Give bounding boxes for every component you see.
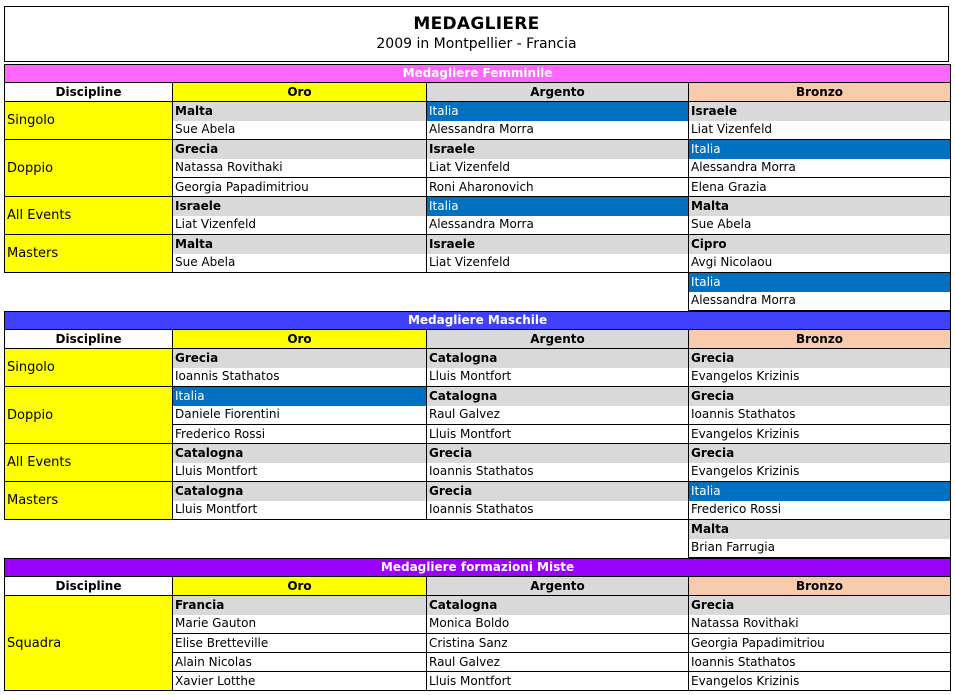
athlete-name: Sue Abela bbox=[173, 121, 427, 140]
athlete-name: Cristina Sanz bbox=[427, 634, 689, 653]
header bbox=[4, 6, 949, 62]
table-row bbox=[5, 539, 951, 558]
country-cell: Italia bbox=[689, 273, 951, 292]
country-cell: Italia bbox=[173, 387, 427, 406]
athlete-name: Alessandra Morra bbox=[689, 159, 951, 178]
table-row bbox=[5, 292, 951, 311]
athlete-name: Natassa Rovithaki bbox=[173, 159, 427, 178]
table-row bbox=[5, 520, 951, 539]
column-header: Discipline bbox=[5, 577, 173, 596]
athlete-name: Liat Vizenfeld bbox=[427, 159, 689, 178]
section-title: Medagliere formazioni Miste bbox=[5, 559, 951, 577]
athlete-name: Frederico Rossi bbox=[173, 425, 427, 444]
column-header: Argento bbox=[427, 83, 689, 102]
table-row bbox=[5, 235, 951, 254]
athlete-name: Frederico Rossi bbox=[689, 501, 951, 520]
athlete-name: Lluis Montfort bbox=[427, 672, 689, 691]
athlete-name: Sue Abela bbox=[689, 216, 951, 235]
country-cell: Grecia bbox=[173, 140, 427, 159]
table-row bbox=[5, 387, 951, 406]
athlete-name: Marie Gauton bbox=[173, 615, 427, 634]
discipline-label: Masters bbox=[5, 482, 173, 520]
discipline-label: Singolo bbox=[5, 349, 173, 387]
athlete-name: Raul Galvez bbox=[427, 653, 689, 672]
discipline-label: All Events bbox=[5, 197, 173, 235]
column-header: Bronzo bbox=[689, 577, 951, 596]
athlete-name: Ioannis Stathatos bbox=[689, 653, 951, 672]
empty-cell bbox=[173, 273, 427, 292]
table-row bbox=[5, 273, 951, 292]
page-title: MEDAGLIERE bbox=[413, 14, 540, 34]
empty-cell bbox=[5, 520, 173, 539]
athlete-name: Sue Abela bbox=[173, 254, 427, 273]
empty-cell bbox=[173, 520, 427, 539]
page-subtitle: 2009 in Montpellier - Francia bbox=[376, 36, 577, 52]
athlete-name: Natassa Rovithaki bbox=[689, 615, 951, 634]
athlete-name: Alain Nicolas bbox=[173, 653, 427, 672]
athlete-name: Daniele Fiorentini bbox=[173, 406, 427, 425]
country-cell: Cipro bbox=[689, 235, 951, 254]
table-row bbox=[5, 596, 951, 615]
country-cell: Malta bbox=[173, 235, 427, 254]
country-cell: Malta bbox=[689, 197, 951, 216]
table-row bbox=[5, 102, 951, 121]
athlete-name: Ioannis Stathatos bbox=[689, 406, 951, 425]
discipline-label: Doppio bbox=[5, 140, 173, 197]
country-cell: Francia bbox=[173, 596, 427, 615]
athlete-name: Lluis Montfort bbox=[173, 501, 427, 520]
country-cell: Grecia bbox=[427, 482, 689, 501]
country-cell: Italia bbox=[689, 482, 951, 501]
athlete-name: Ioannis Stathatos bbox=[427, 501, 689, 520]
athlete-name: Raul Galvez bbox=[427, 406, 689, 425]
column-header: Bronzo bbox=[689, 83, 951, 102]
medal-section-1 bbox=[4, 311, 951, 558]
column-header: Discipline bbox=[5, 330, 173, 349]
athlete-name: Evangelos Krizinis bbox=[689, 463, 951, 482]
empty-cell bbox=[5, 273, 173, 292]
athlete-name: Alessandra Morra bbox=[689, 292, 951, 311]
discipline-label: Squadra bbox=[5, 596, 173, 691]
country-cell: Grecia bbox=[689, 387, 951, 406]
country-cell: Italia bbox=[427, 197, 689, 216]
athlete-name: Georgia Papadimitriou bbox=[689, 634, 951, 653]
country-cell: Catalogna bbox=[427, 387, 689, 406]
athlete-name: Evangelos Krizinis bbox=[689, 672, 951, 691]
column-header: Discipline bbox=[5, 83, 173, 102]
country-cell: Grecia bbox=[173, 349, 427, 368]
athlete-name: Lluis Montfort bbox=[427, 425, 689, 444]
column-header: Argento bbox=[427, 330, 689, 349]
medal-section-2 bbox=[4, 558, 951, 691]
athlete-name: Brian Farrugia bbox=[689, 539, 951, 558]
empty-cell bbox=[427, 520, 689, 539]
discipline-label: All Events bbox=[5, 444, 173, 482]
athlete-name: Roni Aharonovich bbox=[427, 178, 689, 197]
country-cell: Grecia bbox=[689, 444, 951, 463]
athlete-name: Elise Bretteville bbox=[173, 634, 427, 653]
country-cell: Catalogna bbox=[427, 349, 689, 368]
empty-cell bbox=[427, 292, 689, 311]
empty-cell bbox=[427, 273, 689, 292]
athlete-name: Liat Vizenfeld bbox=[173, 216, 427, 235]
athlete-name: Liat Vizenfeld bbox=[427, 254, 689, 273]
column-header: Oro bbox=[173, 83, 427, 102]
athlete-name: Ioannis Stathatos bbox=[173, 368, 427, 387]
athlete-name: Evangelos Krizinis bbox=[689, 425, 951, 444]
column-header: Oro bbox=[173, 330, 427, 349]
country-cell: Italia bbox=[689, 140, 951, 159]
athlete-name: Xavier Lotthe bbox=[173, 672, 427, 691]
athlete-name: Alessandra Morra bbox=[427, 216, 689, 235]
table-row bbox=[5, 482, 951, 501]
column-header: Argento bbox=[427, 577, 689, 596]
section-title: Medagliere Maschile bbox=[5, 312, 951, 330]
column-header: Bronzo bbox=[689, 330, 951, 349]
country-cell: Israele bbox=[427, 235, 689, 254]
country-cell: Catalogna bbox=[173, 482, 427, 501]
country-cell: Grecia bbox=[427, 444, 689, 463]
medal-section-0 bbox=[4, 64, 951, 311]
country-cell: Israele bbox=[173, 197, 427, 216]
section-title: Medagliere Femminile bbox=[5, 65, 951, 83]
athlete-name: Lluis Montfort bbox=[427, 368, 689, 387]
empty-cell bbox=[427, 539, 689, 558]
country-cell: Malta bbox=[173, 102, 427, 121]
country-cell: Israele bbox=[427, 140, 689, 159]
table-row bbox=[5, 444, 951, 463]
empty-cell bbox=[5, 539, 173, 558]
discipline-label: Masters bbox=[5, 235, 173, 273]
country-cell: Catalogna bbox=[173, 444, 427, 463]
athlete-name: Georgia Papadimitriou bbox=[173, 178, 427, 197]
country-cell: Malta bbox=[689, 520, 951, 539]
discipline-label: Singolo bbox=[5, 102, 173, 140]
discipline-label: Doppio bbox=[5, 387, 173, 444]
athlete-name: Liat Vizenfeld bbox=[689, 121, 951, 140]
athlete-name: Avgi Nicolaou bbox=[689, 254, 951, 273]
empty-cell bbox=[5, 292, 173, 311]
country-cell: Grecia bbox=[689, 596, 951, 615]
table-row bbox=[5, 349, 951, 368]
athlete-name: Evangelos Krizinis bbox=[689, 368, 951, 387]
empty-cell bbox=[173, 292, 427, 311]
athlete-name: Lluis Montfort bbox=[173, 463, 427, 482]
table-row bbox=[5, 140, 951, 159]
column-header: Oro bbox=[173, 577, 427, 596]
country-cell: Italia bbox=[427, 102, 689, 121]
athlete-name: Monica Boldo bbox=[427, 615, 689, 634]
athlete-name: Alessandra Morra bbox=[427, 121, 689, 140]
country-cell: Israele bbox=[689, 102, 951, 121]
country-cell: Grecia bbox=[689, 349, 951, 368]
athlete-name: Ioannis Stathatos bbox=[427, 463, 689, 482]
table-row bbox=[5, 197, 951, 216]
country-cell: Catalogna bbox=[427, 596, 689, 615]
empty-cell bbox=[173, 539, 427, 558]
athlete-name: Elena Grazia bbox=[689, 178, 951, 197]
